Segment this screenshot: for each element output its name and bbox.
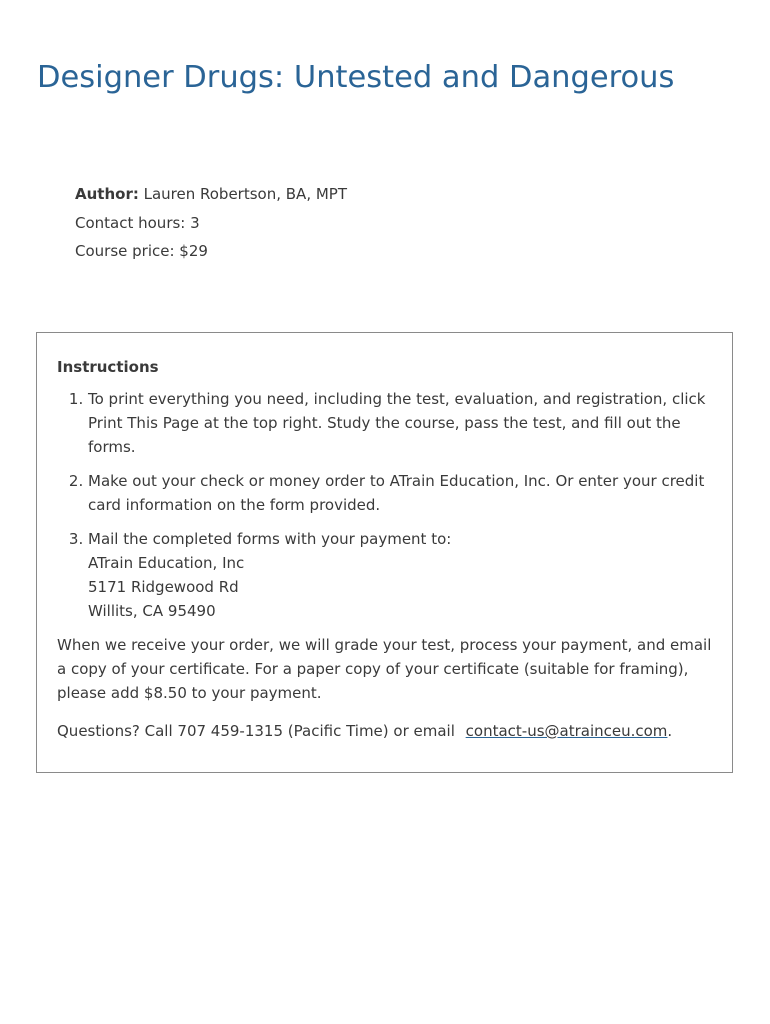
course-meta [75, 180, 347, 266]
questions-prefix: Questions? Call 707 459-1315 (Pacific Time) or email [57, 722, 460, 740]
questions-paragraph [57, 719, 712, 743]
address-line-3: Willits, CA 95490 [88, 602, 216, 620]
instruction-step-1: 1. To print everything you need, including the test, evaluation, and registration, click Print This Page at the top right. Study the course, pass the test, and fill out the forms. [88, 387, 712, 459]
address-line-2: 5171 Ridgewood Rd [88, 578, 239, 596]
author-label: Author: [75, 185, 139, 203]
instructions-box [36, 332, 733, 773]
email-link[interactable]: contact-us@atrainceu.com [465, 722, 668, 740]
author-line [75, 180, 347, 209]
instruction-step-3 [88, 527, 712, 623]
contact-hours: Contact hours: 3 [75, 213, 200, 232]
page-title: Designer Drugs: Untested and Dangerous [37, 60, 675, 95]
order-paragraph: When we receive your order, we will grade your test, process your payment, and email a copy of your certificate. For a paper copy of your certificate (suitable for framing), please add $8.50 to your payment. [57, 636, 712, 702]
instruction-step-3-text: 3. Mail the completed forms with your payment to: [88, 530, 452, 548]
instruction-step-2: 2. Make out your check or money order to ATrain Education, Inc. Or enter your credit card information on the form provided. [88, 469, 712, 517]
address-line-1: ATrain Education, Inc [88, 554, 245, 572]
course-price: Course price: $29 [75, 242, 208, 260]
questions-suffix: . [667, 722, 673, 740]
instructions-list [57, 387, 712, 623]
instructions-heading: Instructions [57, 358, 159, 376]
author-value: Lauren Robertson, BA, MPT [138, 185, 348, 203]
